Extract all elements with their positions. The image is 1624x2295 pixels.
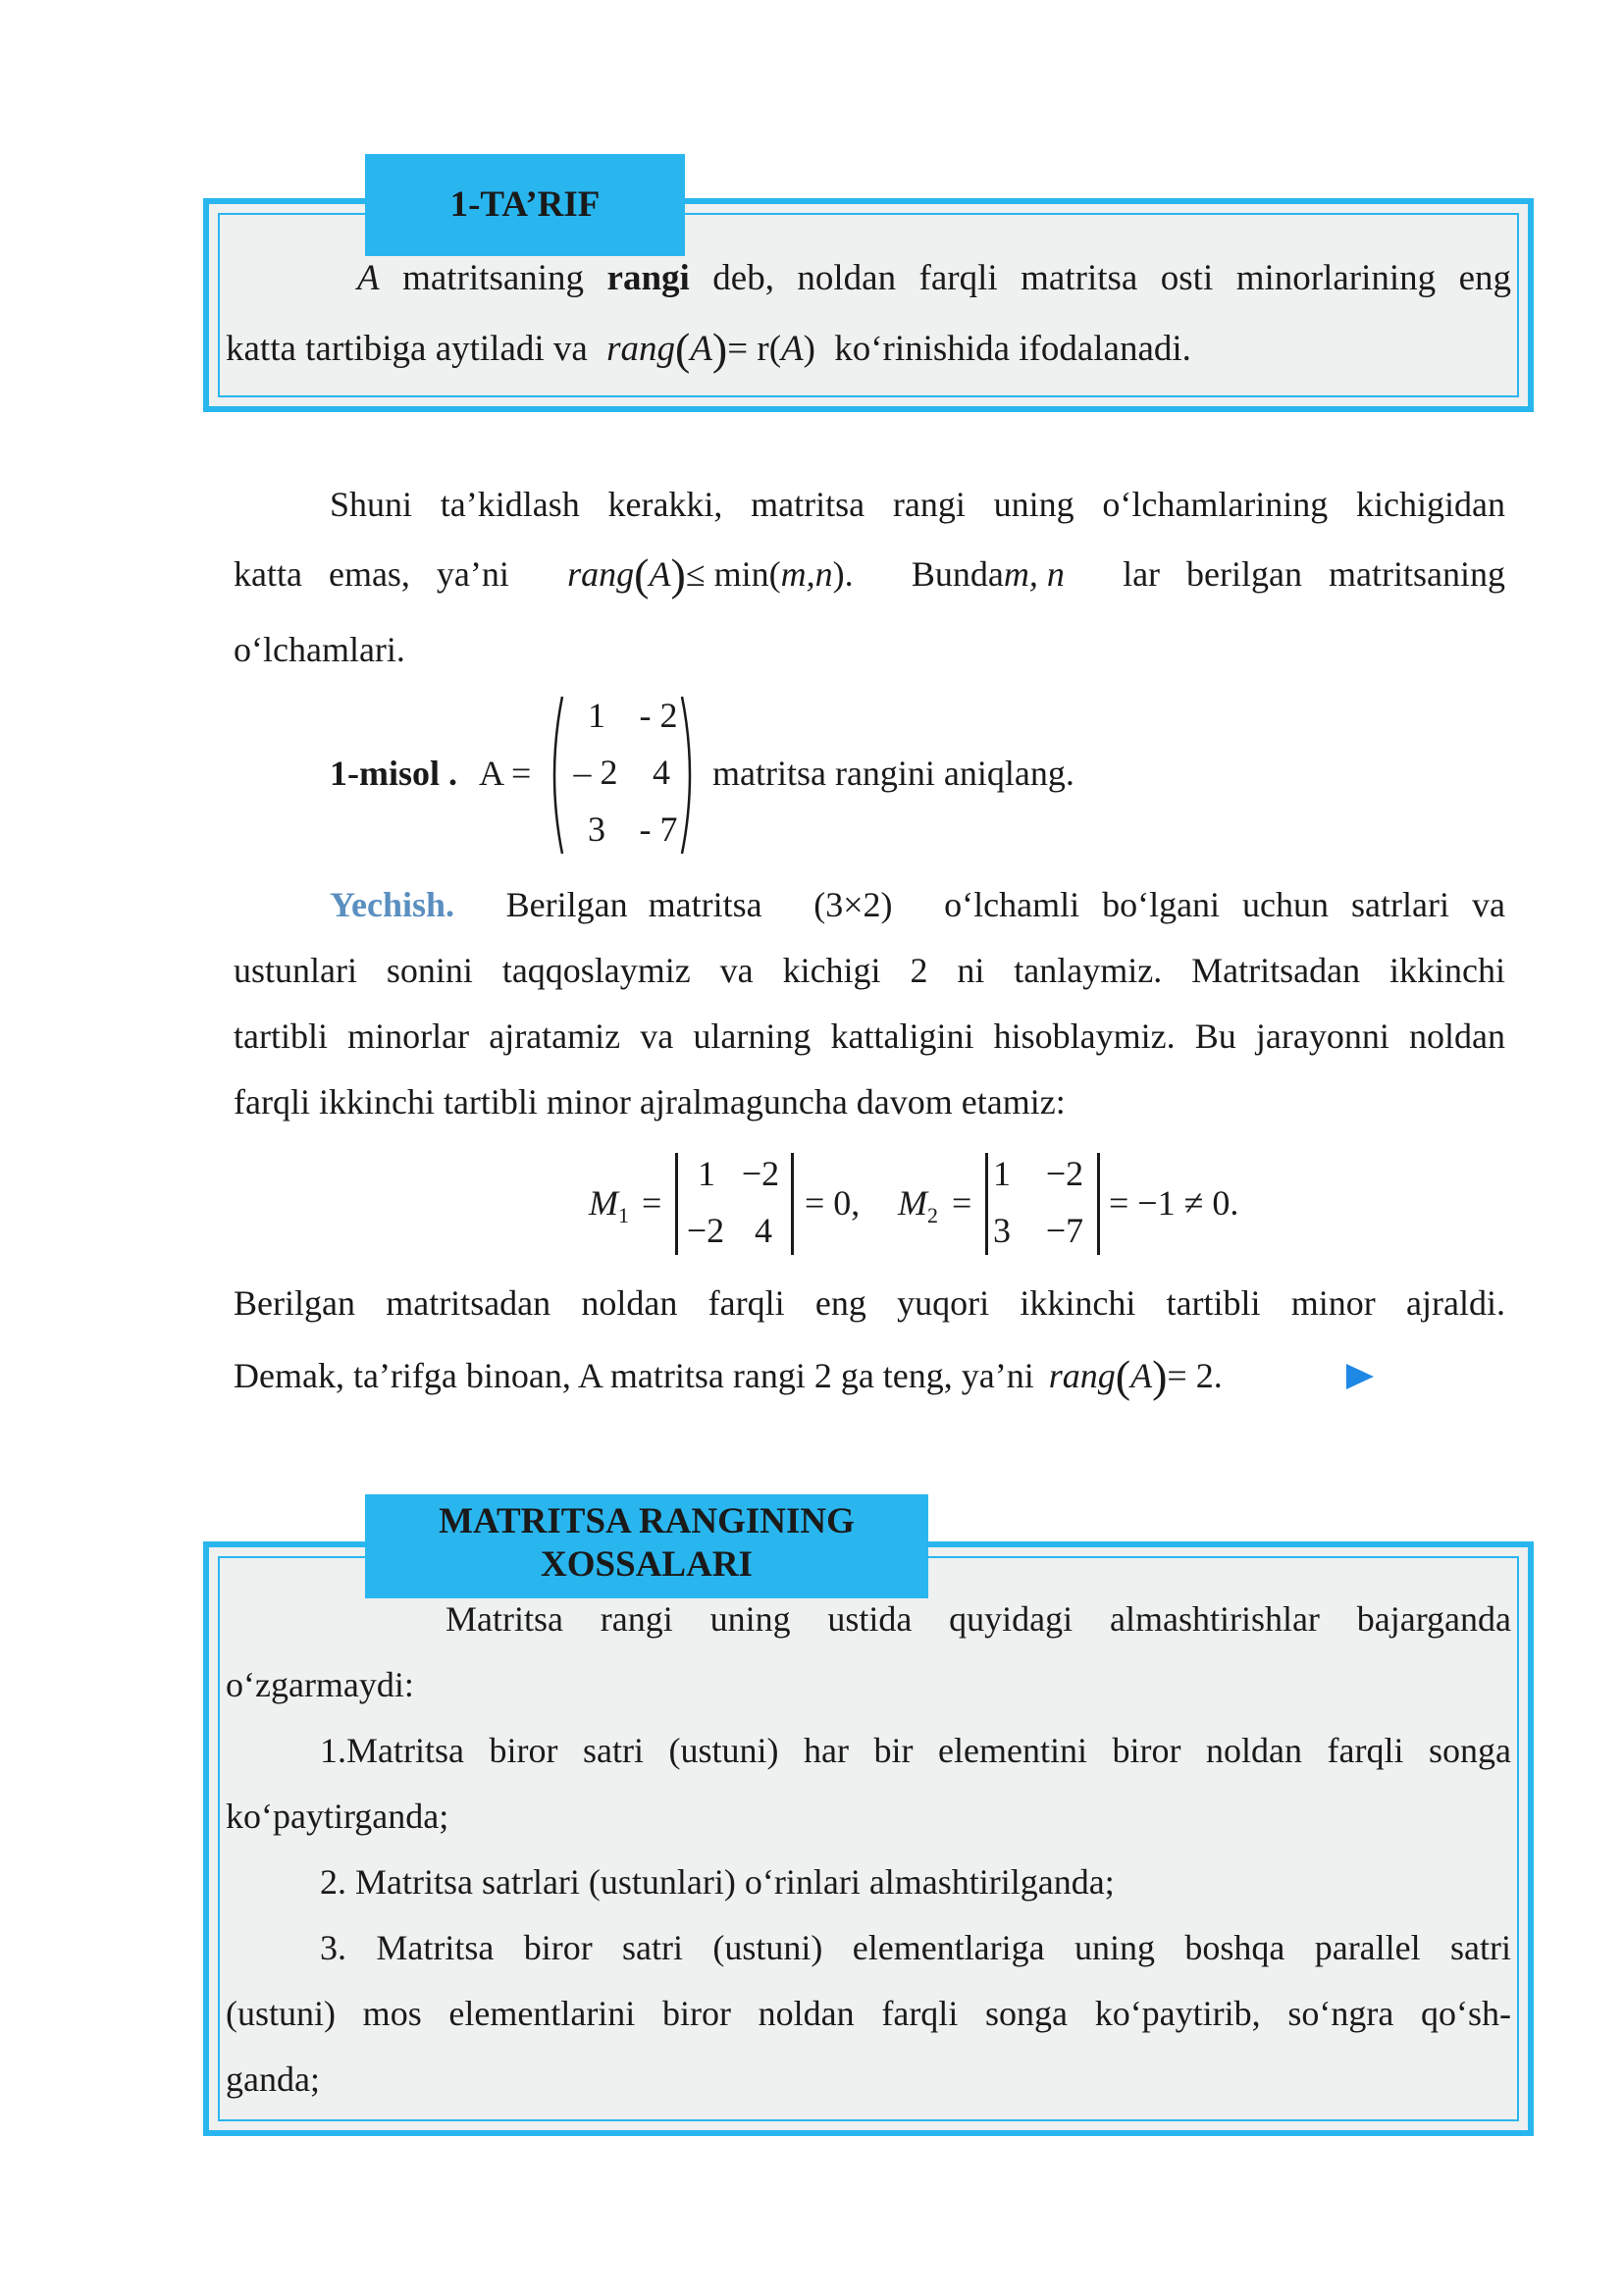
para1-line-3: o‘lchamlari.	[234, 630, 405, 669]
property-item-1b: ko‘paytirganda;	[226, 1797, 449, 1836]
properties-intro-1: Matritsa rangi uning ustida quyidagi almashtirishlar bajarganda	[445, 1599, 1511, 1639]
m2-label: $M_2$	[898, 1183, 938, 1228]
conclusion-line-2: Demak, ta’rifga binoan, A matritsa rangi 2 ga teng, ya’ni rang(A)= 2.	[234, 1351, 1223, 1401]
triangle-right-icon	[1344, 1362, 1376, 1391]
definition-tab	[365, 154, 685, 256]
left-paren-icon	[545, 695, 564, 856]
matrix-cell: - 7	[639, 809, 678, 849]
m1-right-bar	[791, 1153, 794, 1255]
definition-tab-label: 1-TA’RIF	[449, 184, 601, 225]
solution-line-3: tartibli minorlar ajratamiz va ularning kattaligini hisoblaymiz. Bu jarayonni noldan	[234, 1017, 1505, 1056]
properties-tab-line-1: MATRITSA RANGINING	[439, 1501, 855, 1541]
properties-tab	[365, 1494, 928, 1598]
solution-label: Yechish.	[330, 885, 455, 924]
property-item-2: 2. Matritsa satrlari (ustunlari) o‘rinlari almashtirilganda;	[320, 1862, 1115, 1902]
formula-rank-bound: rang(A)≤ min(m,n).	[567, 549, 854, 600]
solution-line-4: farqli ikkinchi tartibli minor ajralmaguncha davom etamiz:	[234, 1082, 1066, 1121]
solution-line-1: Yechish. Berilgan matritsa (3×2) o‘lchamli bo‘lgani uchun satrlari va	[330, 885, 1505, 924]
definition-line-2: katta tartibiga aytiladi va rang(A)= r(A) ko‘rinishida ifodalanadi.	[226, 324, 1191, 374]
matrix-cell: 1	[588, 696, 605, 735]
properties-intro-2: o‘zgarmaydi:	[226, 1665, 414, 1704]
example-lhs: A =	[479, 754, 532, 793]
term-rangi: rangi	[606, 258, 690, 298]
property-item-3a: 3. Matritsa biror satri (ustuni) elementlariga uning boshqa parallel satri	[320, 1928, 1511, 1967]
m2-right-bar	[1097, 1153, 1100, 1255]
formula-rank-def: rang(A)= r(A)	[606, 324, 815, 374]
solution-line-2: ustunlari sonini taqqoslaymiz va kichigi 2 ni tanlaymiz. Matritsadan ikkinchi	[234, 951, 1505, 990]
para1-line-1: Shuni ta’kidlash kerakki, matritsa rangi uning o‘lchamlarining kichigidan	[330, 485, 1505, 524]
formula-rank-result: rang(A)= 2.	[1048, 1351, 1223, 1401]
example-matrix	[545, 695, 700, 856]
example-tail: matritsa rangini aniqlang.	[712, 754, 1074, 793]
example-label: 1-misol .	[330, 754, 457, 793]
para1-line-2: katta emas, ya’ni rang(A)≤ min(m,n). Bundam, n lar berilgan matritsaning	[234, 549, 1505, 600]
property-item-1a: 1.Matritsa biror satri (ustuni) har bir elementini biror noldan farqli songa	[320, 1731, 1511, 1770]
properties-tab-line-2: XOSSALARI	[541, 1544, 753, 1585]
conclusion-line-1: Berilgan matritsadan noldan farqli eng yuqori ikkinchi tartibli minor ajraldi.	[234, 1283, 1505, 1323]
matrix-cell: - 2	[639, 696, 678, 735]
matrix-cell: – 2	[573, 753, 618, 792]
matrix-cell: 3	[588, 809, 605, 849]
property-item-3b: (ustuni) mos elementlarini biror noldan farqli songa ko‘paytirib, so‘ngra qo‘sh-	[226, 1994, 1511, 2033]
property-item-3c: ganda;	[226, 2060, 320, 2099]
m1-left-bar	[675, 1153, 678, 1255]
minors-formula: $M_1$ = 1 −2 −2 4 = 0, $M_2$ = 1 −2 3 −7 = −1 ≠ 0.	[589, 1153, 1256, 1261]
definition-line-1: A matritsaning rangi deb, noldan farqli matritsa osti minorlarining eng	[357, 258, 1512, 298]
m1-label: $M_1$	[589, 1183, 629, 1228]
properties-box-border	[218, 1556, 1519, 2121]
matrix-cell: 4	[653, 753, 670, 792]
